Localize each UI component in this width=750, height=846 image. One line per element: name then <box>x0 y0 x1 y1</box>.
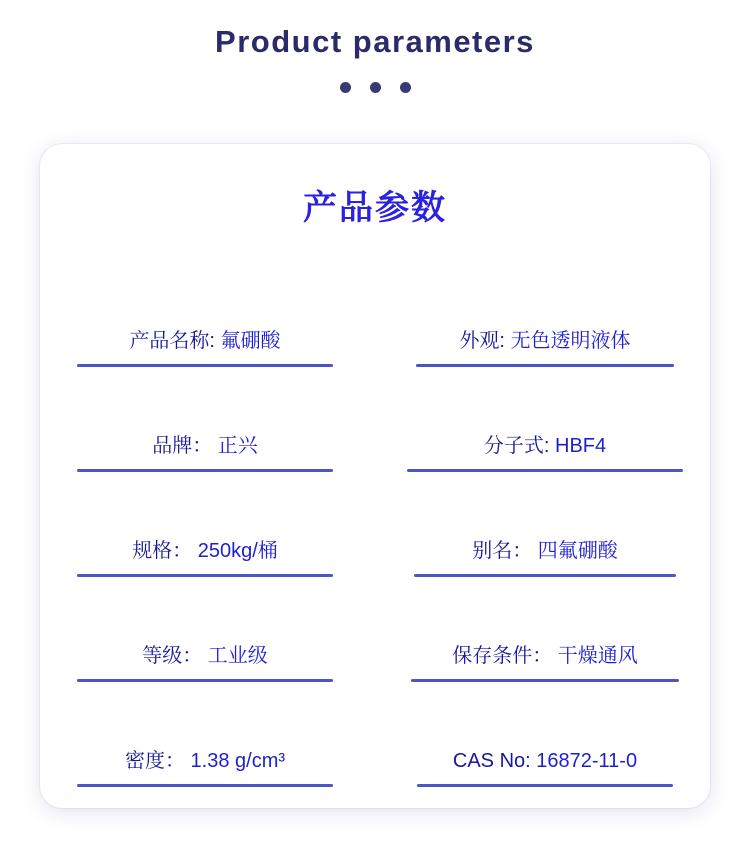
parameter-label: 外观: <box>459 330 505 352</box>
parameter-value: 工业级 <box>207 645 268 667</box>
parameter-label: 品牌： <box>152 435 213 457</box>
page-title: Product parameters <box>215 24 535 59</box>
parameter-text <box>484 433 606 469</box>
parameter-underline <box>77 784 333 787</box>
parameter-item <box>40 484 370 589</box>
parameter-item <box>380 379 710 484</box>
parameter-underline <box>417 784 673 787</box>
parameter-text <box>142 643 268 679</box>
parameter-text <box>132 538 278 574</box>
dot-separator <box>0 82 750 93</box>
parameter-text <box>452 643 638 679</box>
parameter-label: 保存条件： <box>452 645 553 667</box>
parameter-value: HBF4 <box>555 435 607 457</box>
parameter-text <box>459 328 630 364</box>
separator-dot <box>370 82 381 93</box>
parameter-label: CAS No: <box>452 750 531 772</box>
separator-dot <box>400 82 411 93</box>
parameters-card <box>40 144 710 808</box>
separator-dot <box>340 82 351 93</box>
parameter-label: 别名： <box>472 540 533 562</box>
parameter-label: 等级： <box>142 645 203 667</box>
parameter-value: 16872-11-0 <box>536 750 638 772</box>
parameter-item <box>380 274 710 379</box>
parameter-value: 1.38 g/cm³ <box>190 750 286 772</box>
parameter-text <box>129 328 280 364</box>
parameter-underline <box>77 679 333 682</box>
parameter-label: 分子式: <box>483 435 550 457</box>
parameter-underline <box>77 469 333 472</box>
parameter-item <box>380 694 710 799</box>
parameter-item <box>380 484 710 589</box>
parameter-label: 密度： <box>124 750 185 772</box>
parameter-value: 干燥通风 <box>557 645 638 667</box>
parameter-item <box>380 589 710 694</box>
parameter-underline <box>407 469 683 472</box>
parameter-underline <box>416 364 674 367</box>
parameter-underline <box>77 574 333 577</box>
parameter-label: 规格： <box>132 540 193 562</box>
parameter-label: 产品名称: <box>129 330 215 352</box>
parameter-item <box>40 694 370 799</box>
parameter-value: 正兴 <box>217 435 258 457</box>
parameters-grid <box>40 274 710 799</box>
parameter-value: 氟硼酸 <box>220 330 281 352</box>
parameter-text <box>125 748 285 784</box>
parameter-text <box>472 538 618 574</box>
parameter-underline <box>77 364 333 367</box>
card-title: 产品参数 <box>303 189 447 227</box>
parameter-text <box>453 748 637 784</box>
parameter-value: 250kg/桶 <box>197 540 278 562</box>
parameter-item <box>40 274 370 379</box>
parameter-item <box>40 379 370 484</box>
parameter-underline <box>411 679 679 682</box>
parameter-item <box>40 589 370 694</box>
parameter-value: 四氟硼酸 <box>537 540 618 562</box>
parameter-text <box>152 433 258 469</box>
parameter-value: 无色透明液体 <box>510 330 631 352</box>
parameter-underline <box>414 574 676 577</box>
